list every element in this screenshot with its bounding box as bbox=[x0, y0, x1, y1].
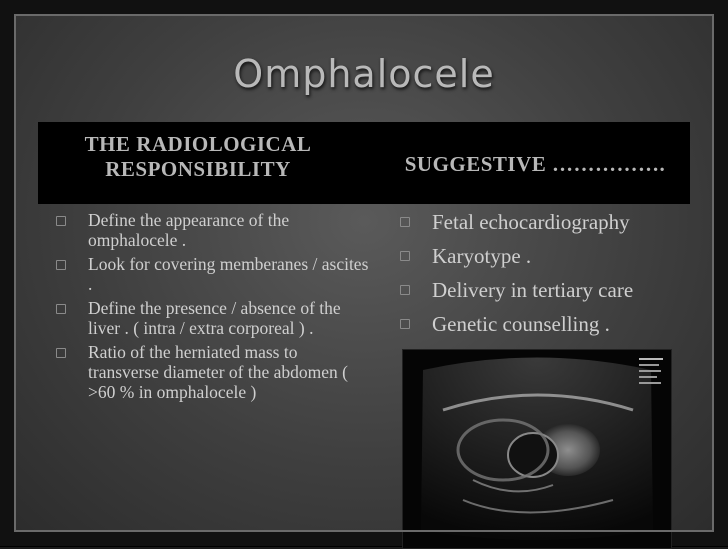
square-bullet-icon bbox=[56, 348, 66, 358]
list-item bbox=[392, 243, 712, 269]
square-bullet-icon bbox=[400, 319, 410, 329]
list-item bbox=[48, 342, 370, 402]
square-bullet-icon bbox=[400, 251, 410, 261]
square-bullet-icon bbox=[400, 217, 410, 227]
left-bullet-list bbox=[48, 210, 370, 406]
list-item-text: Genetic counselling . bbox=[432, 312, 610, 336]
slide-title: Omphalocele bbox=[233, 52, 495, 96]
ultrasound-image bbox=[402, 349, 672, 549]
list-item-text: Fetal echocardiography bbox=[432, 210, 630, 234]
right-bullet-list bbox=[392, 209, 712, 345]
list-item bbox=[392, 209, 712, 235]
list-item-text: Ratio of the herniated mass to transverse diameter of the abdomen ( >60 % in omphalocele ) bbox=[88, 342, 348, 402]
list-item-text: Define the presence / absence of the liver . ( intra / extra corporeal ) . bbox=[88, 298, 341, 338]
list-item bbox=[48, 298, 370, 338]
list-item-text: Karyotype . bbox=[432, 244, 532, 268]
square-bullet-icon bbox=[400, 285, 410, 295]
list-item-text: Define the appearance of the omphalocele . bbox=[88, 210, 290, 250]
left-column-header bbox=[48, 132, 348, 182]
list-item bbox=[48, 210, 370, 250]
square-bullet-icon bbox=[56, 304, 66, 314]
list-item bbox=[392, 311, 712, 337]
left-header-line-2: RESPONSIBILITY bbox=[105, 157, 291, 181]
square-bullet-icon bbox=[56, 216, 66, 226]
square-bullet-icon bbox=[56, 260, 66, 270]
ultrasound-scan-graphic bbox=[403, 350, 671, 548]
list-item bbox=[48, 254, 370, 294]
right-column-header: SUGGESTIVE ……………. bbox=[404, 152, 666, 176]
list-item-text: Look for covering memberanes / ascites . bbox=[88, 254, 369, 294]
list-item bbox=[392, 277, 712, 303]
left-header-line-1: THE RADIOLOGICAL bbox=[84, 132, 312, 156]
list-item-text: Delivery in tertiary care bbox=[432, 278, 634, 302]
